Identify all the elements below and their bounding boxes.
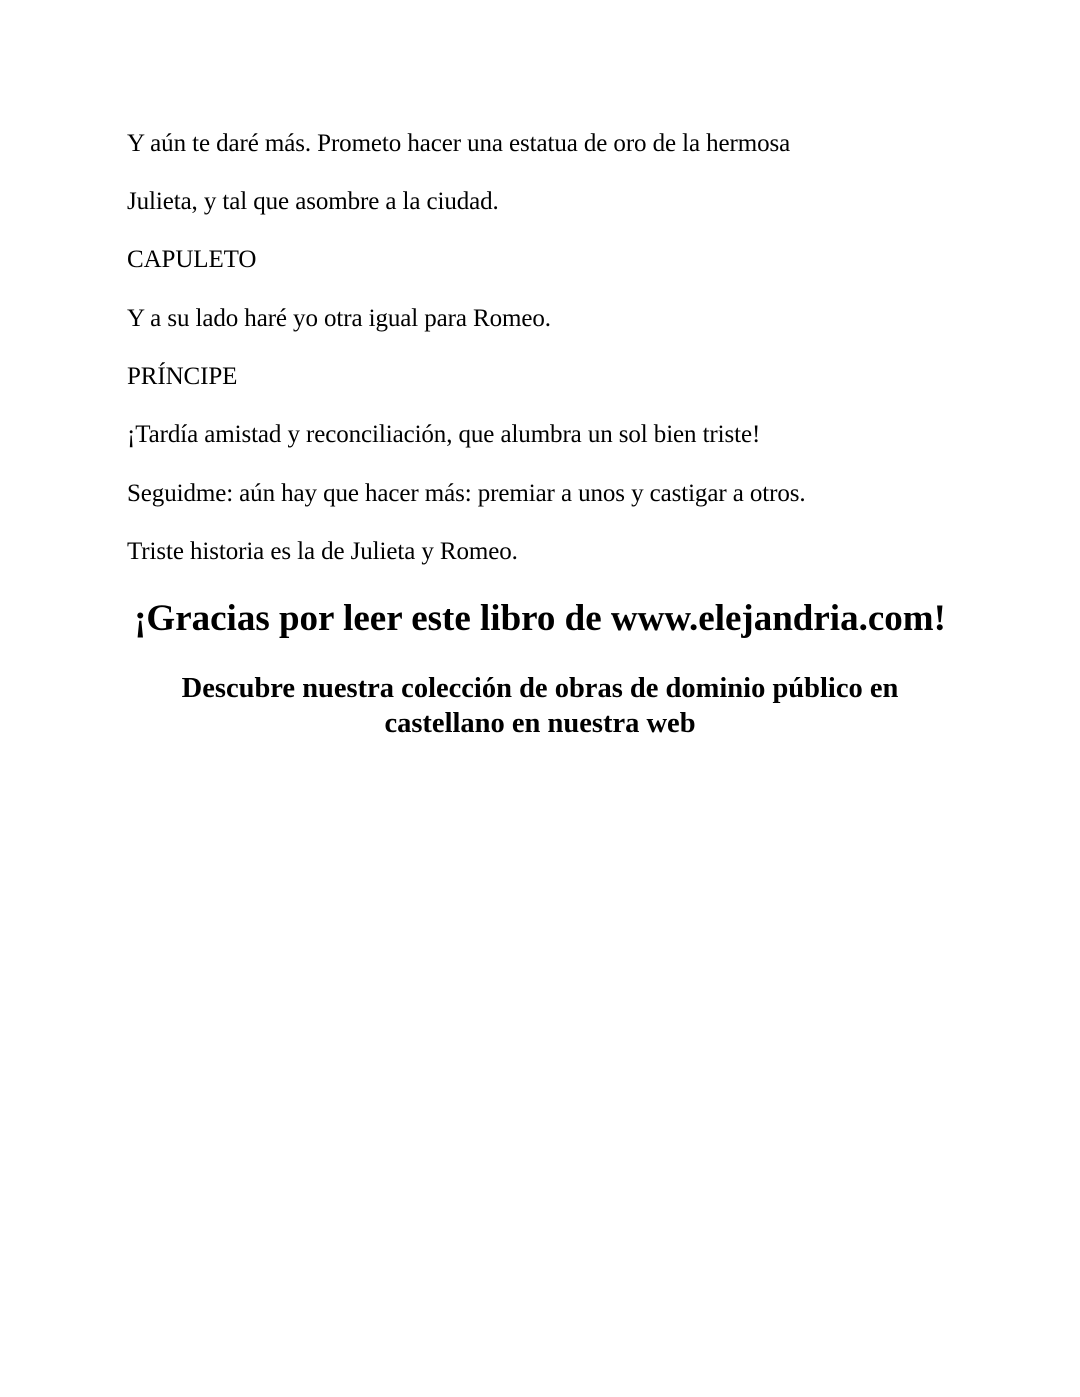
speaker-name-capuleto: CAPULETO: [127, 246, 257, 273]
thanks-heading: ¡Gracias por leer este libro de www.elejandria.com!: [134, 598, 946, 639]
promo-line-1: Descubre nuestra colección de obras de dominio público en: [181, 673, 899, 704]
text-line: Y aún te daré más. Prometo hacer una estatua de oro de la hermosa: [127, 130, 791, 157]
text-line: Triste historia es la de Julieta y Romeo.: [127, 538, 518, 565]
text-line: Y a su lado haré yo otra igual para Romeo.: [127, 305, 551, 332]
speaker-name-principe: PRÍNCIPE: [127, 363, 238, 390]
text-line: ¡Tardía amistad y reconciliación, que alumbra un sol bien triste!: [127, 421, 761, 448]
text-line: Julieta, y tal que asombre a la ciudad.: [127, 188, 499, 215]
promo-line-2: castellano en nuestra web: [384, 708, 696, 739]
text-line: Seguidme: aún hay que hacer más: premiar a unos y castigar a otros.: [127, 480, 806, 507]
